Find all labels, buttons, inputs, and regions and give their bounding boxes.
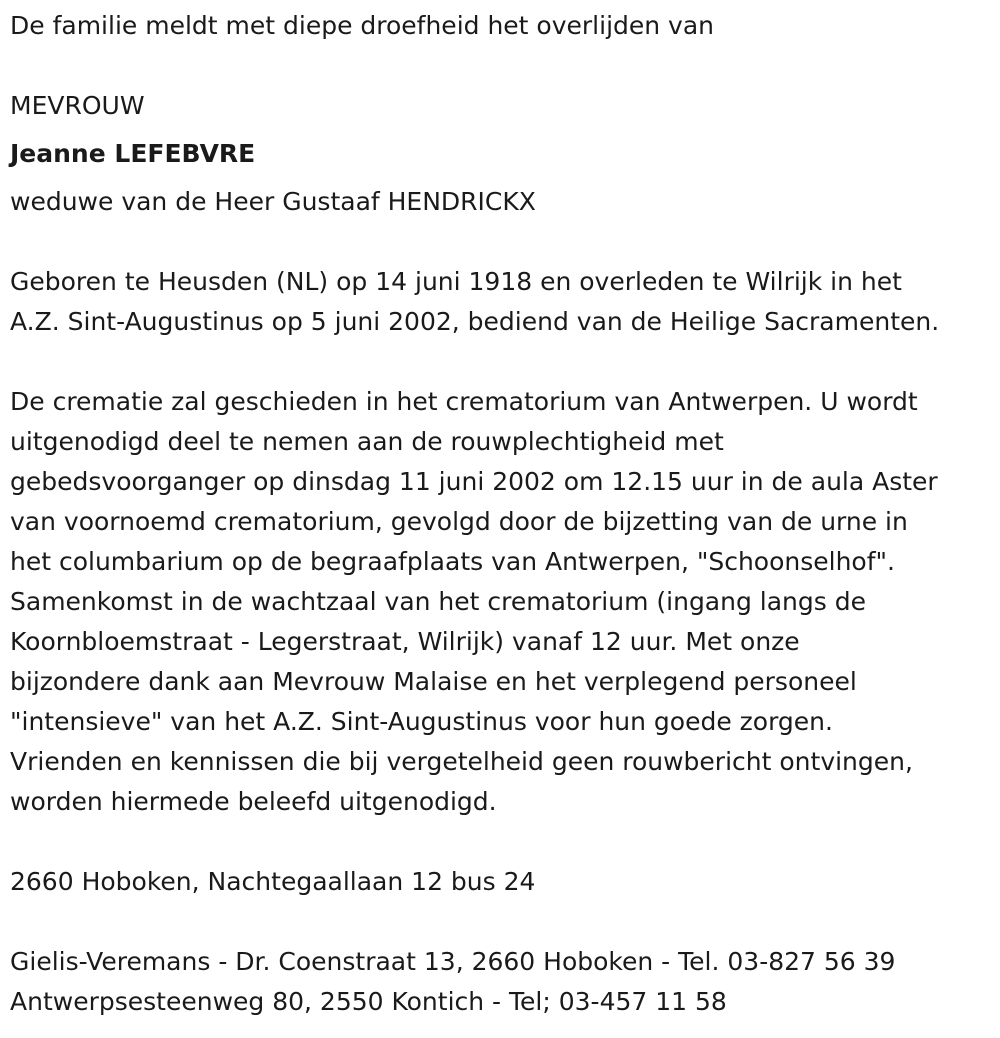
paragraph-line: "intensieve" van het A.Z. Sint-Augustinus voor hun goede zorgen. xyxy=(10,707,833,736)
paragraph-line: uitgenodigd deel te nemen aan de rouwplechtigheid met xyxy=(10,427,724,456)
ceremony-paragraph xyxy=(10,382,995,822)
spacer xyxy=(10,222,995,262)
undertaker-info xyxy=(10,942,995,1022)
deceased-name: Jeanne LEFEBVRE xyxy=(10,139,256,168)
spacer xyxy=(10,822,995,862)
paragraph-line: bijzondere dank aan Mevrouw Malaise en het verplegend personeel xyxy=(10,667,857,696)
birth-death-paragraph xyxy=(10,262,995,342)
undertaker-line: Antwerpsesteenweg 80, 2550 Kontich - Tel; 03-457 11 58 xyxy=(10,987,727,1016)
paragraph-line: Koornbloemstraat - Legerstraat, Wilrijk) vanaf 12 uur. Met onze xyxy=(10,627,800,656)
death-notice xyxy=(10,6,995,1022)
spacer xyxy=(10,902,995,942)
paragraph-line: van voornoemd crematorium, gevolgd door de bijzetting van de urne in xyxy=(10,507,908,536)
family-address: 2660 Hoboken, Nachtegaallaan 12 bus 24 xyxy=(10,867,536,896)
spacer xyxy=(10,342,995,382)
honorific: MEVROUW xyxy=(10,91,145,120)
spacer xyxy=(10,174,995,182)
spacer xyxy=(10,46,995,86)
paragraph-line: A.Z. Sint-Augustinus op 5 juni 2002, bediend van de Heilige Sacramenten. xyxy=(10,307,940,336)
spacer xyxy=(10,126,995,134)
intro-text: De familie meldt met diepe droefheid het overlijden van xyxy=(10,11,715,40)
paragraph-line: De crematie zal geschieden in het crematorium van Antwerpen. U wordt xyxy=(10,387,918,416)
paragraph-line: Geboren te Heusden (NL) op 14 juni 1918 en overleden te Wilrijk in het xyxy=(10,267,902,296)
paragraph-line: worden hiermede beleefd uitgenodigd. xyxy=(10,787,497,816)
paragraph-line: gebedsvoorganger op dinsdag 11 juni 2002 om 12.15 uur in de aula Aster xyxy=(10,467,938,496)
widow-of-text: weduwe van de Heer Gustaaf HENDRICKX xyxy=(10,187,536,216)
paragraph-line: Vrienden en kennissen die bij vergetelheid geen rouwbericht ontvingen, xyxy=(10,747,913,776)
undertaker-line: Gielis-Veremans - Dr. Coenstraat 13, 2660 Hoboken - Tel. 03-827 56 39 xyxy=(10,947,896,976)
paragraph-line: Samenkomst in de wachtzaal van het crematorium (ingang langs de xyxy=(10,587,866,616)
paragraph-line: het columbarium op de begraafplaats van Antwerpen, "Schoonselhof". xyxy=(10,547,895,576)
